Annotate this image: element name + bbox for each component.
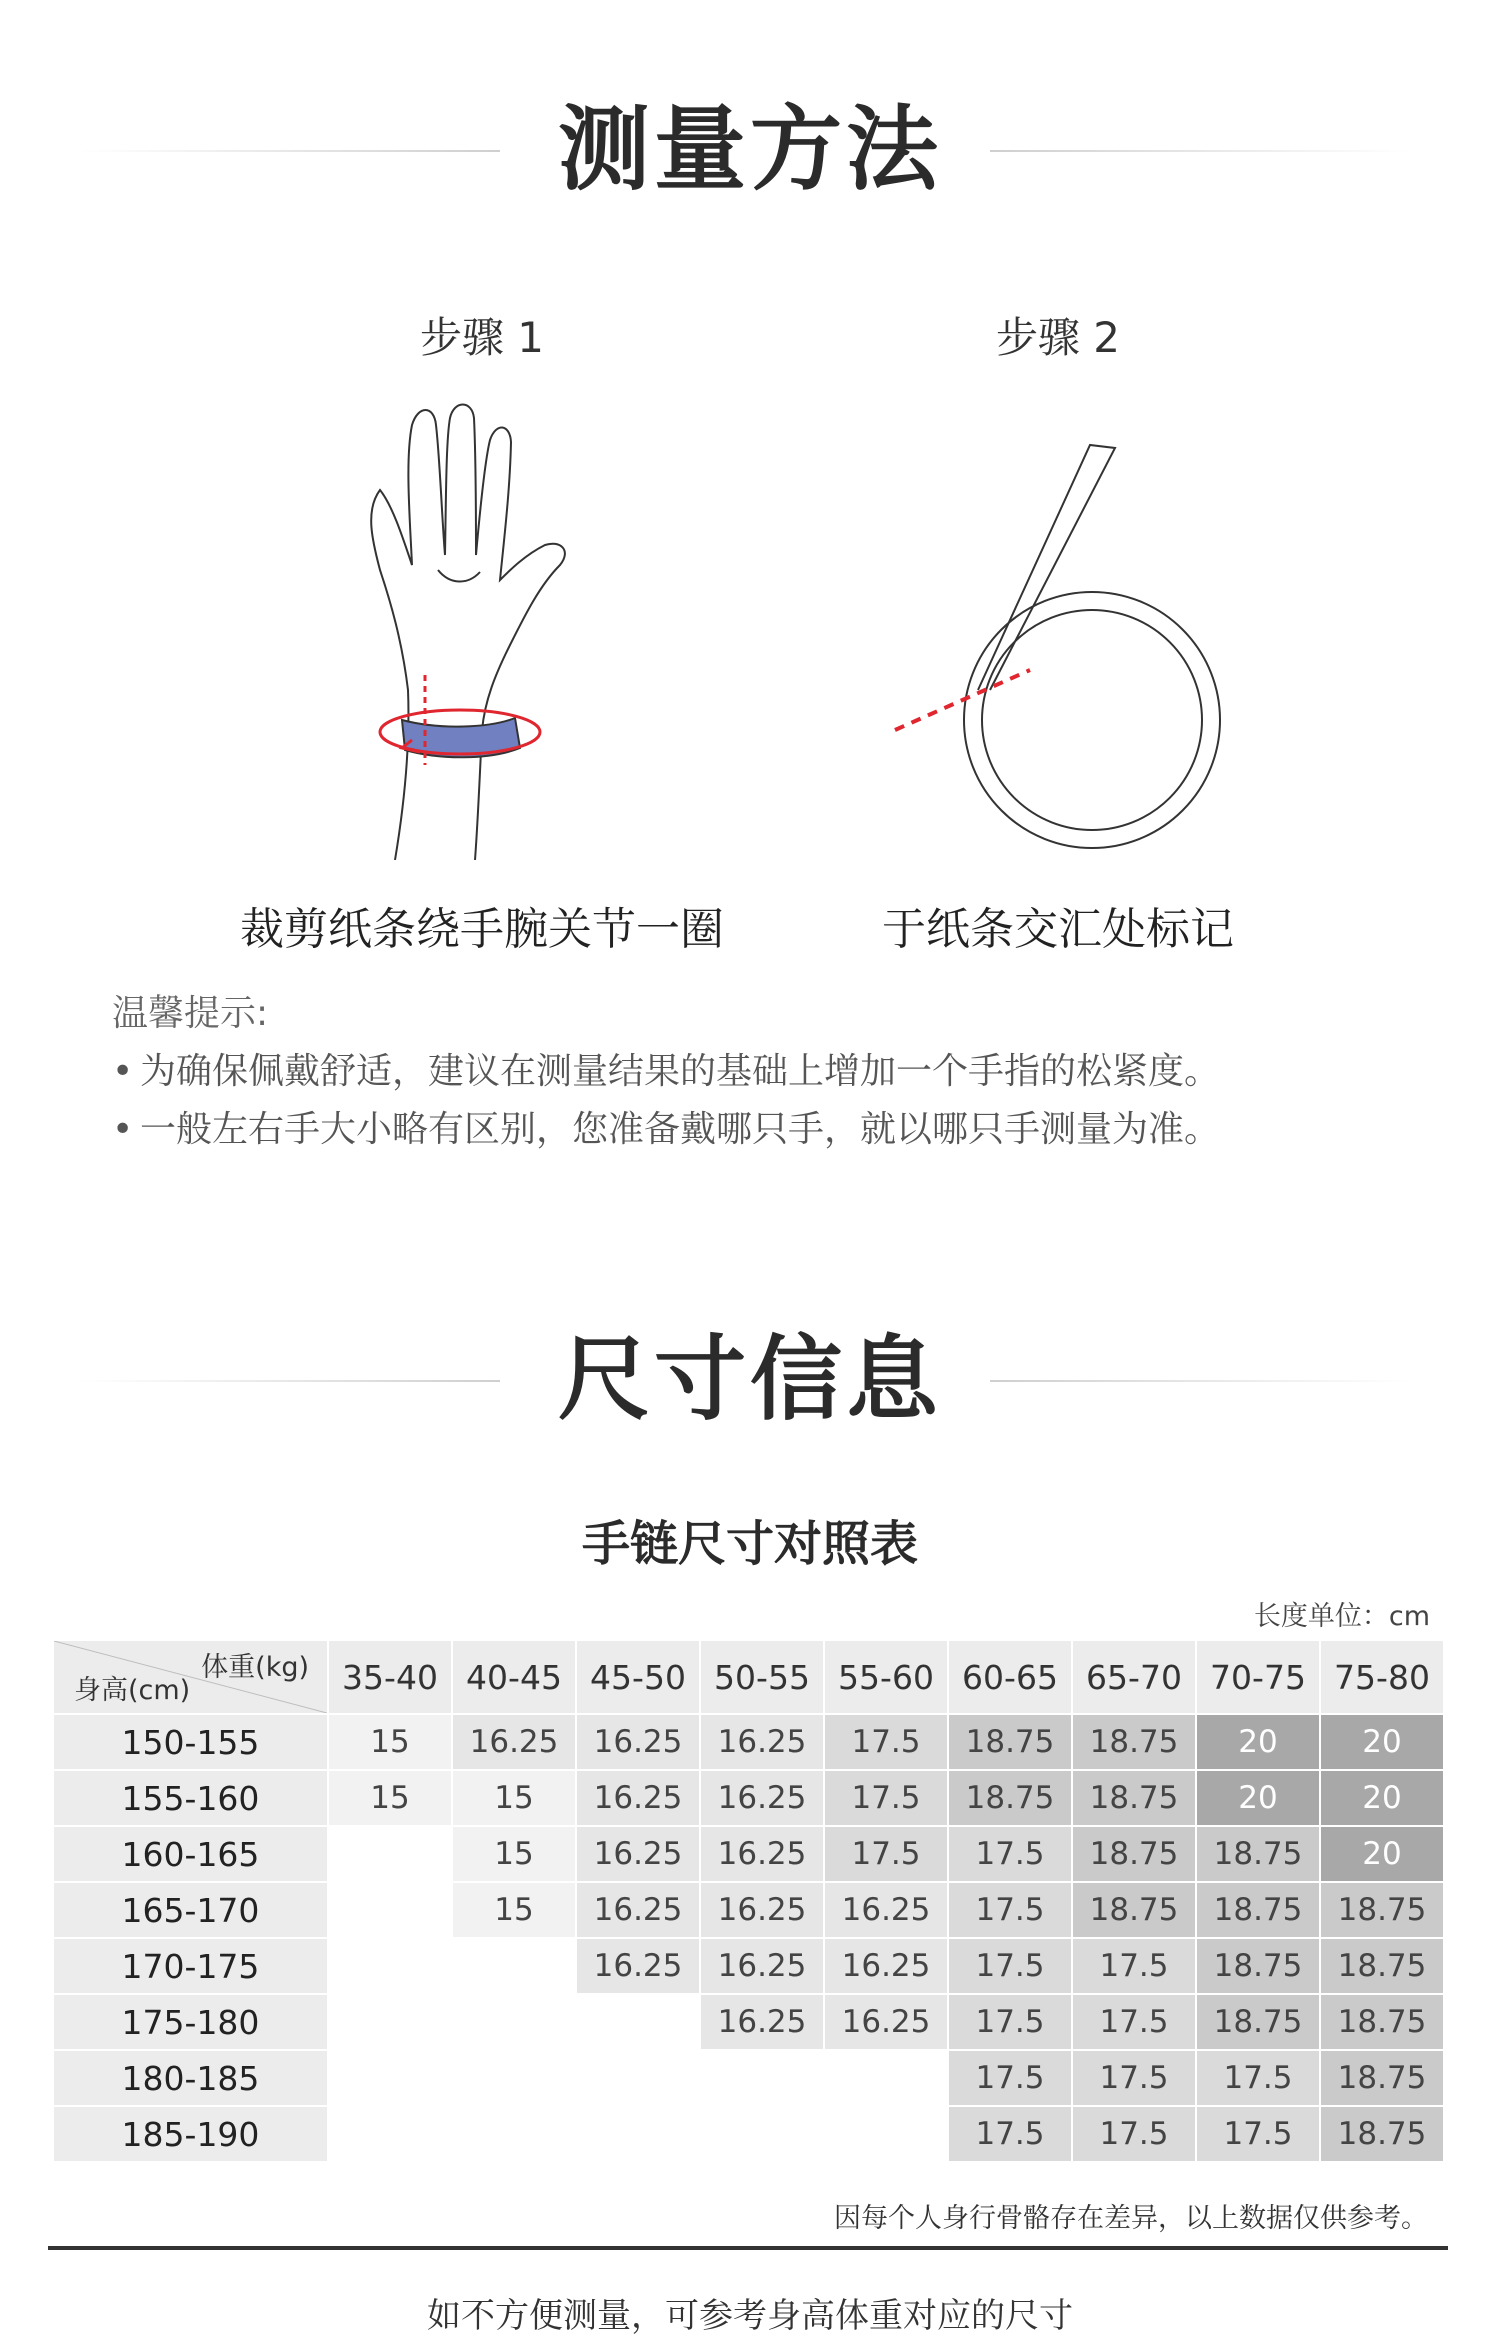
size-value-cell: 17.5: [824, 1770, 948, 1826]
size-value-cell: [576, 1994, 700, 2050]
size-value-cell: 18.75: [1196, 1994, 1320, 2050]
size-value-cell: 20: [1196, 1714, 1320, 1770]
size-value-cell: 18.75: [1320, 1994, 1444, 2050]
size-value-cell: [452, 2106, 576, 2162]
size-value-cell: 20: [1320, 1826, 1444, 1882]
size-value-cell: [824, 2106, 948, 2162]
size-value-cell: 16.25: [700, 1826, 824, 1882]
table-row: [53, 1938, 1444, 1994]
method-header: [0, 90, 1500, 210]
table-row: [53, 1826, 1444, 1882]
size-value-cell: [452, 2050, 576, 2106]
size-value-cell: 18.75: [948, 1714, 1072, 1770]
size-value-cell: 18.75: [1196, 1826, 1320, 1882]
size-value-cell: 17.5: [1072, 1994, 1196, 2050]
size-value-cell: 15: [452, 1882, 576, 1938]
height-header-cell: 160-165: [53, 1826, 328, 1882]
weight-header-cell: 75-80: [1320, 1640, 1444, 1714]
size-value-cell: 16.25: [700, 1938, 824, 1994]
size-value-cell: 16.25: [576, 1714, 700, 1770]
corner-height-label: 身高(cm): [74, 1675, 191, 1706]
header-divider-right: [990, 150, 1410, 152]
table-row: [53, 2106, 1444, 2162]
size-value-cell: 18.75: [1196, 1938, 1320, 1994]
size-value-cell: [328, 2106, 452, 2162]
height-header-cell: 185-190: [53, 2106, 328, 2162]
tip-item: • 一般左右手大小略有区别，您准备戴哪只手，就以哪只手测量为准。: [112, 1101, 1412, 1159]
weight-header-cell: 55-60: [824, 1640, 948, 1714]
size-value-cell: 16.25: [700, 1714, 824, 1770]
height-header-cell: 155-160: [53, 1770, 328, 1826]
size-value-cell: 15: [328, 1714, 452, 1770]
size-value-cell: 18.75: [1072, 1826, 1196, 1882]
size-value-cell: 18.75: [1320, 1938, 1444, 1994]
size-value-cell: 17.5: [1072, 1938, 1196, 1994]
size-value-cell: 16.25: [700, 1770, 824, 1826]
size-value-cell: 17.5: [1072, 2050, 1196, 2106]
size-value-cell: [452, 1994, 576, 2050]
weight-header-cell: 35-40: [328, 1640, 452, 1714]
weight-header-cell: 60-65: [948, 1640, 1072, 1714]
weight-header-cell: 40-45: [452, 1640, 576, 1714]
height-header-cell: 175-180: [53, 1994, 328, 2050]
size-value-cell: 18.75: [1320, 1882, 1444, 1938]
height-header-cell: 165-170: [53, 1882, 328, 1938]
size-value-cell: 17.5: [948, 2050, 1072, 2106]
size-value-cell: 17.5: [824, 1826, 948, 1882]
size-value-cell: 16.25: [700, 1994, 824, 2050]
size-table: [52, 1639, 1445, 2163]
size-value-cell: 18.75: [1072, 1714, 1196, 1770]
step-1-label: 步骤 1: [419, 313, 545, 362]
corner-weight-label: 体重(kg): [201, 1652, 309, 1683]
size-value-cell: 17.5: [948, 2106, 1072, 2162]
size-value-cell: 20: [1320, 1770, 1444, 1826]
size-value-cell: 18.75: [1320, 2050, 1444, 2106]
size-value-cell: 18.75: [1072, 1770, 1196, 1826]
size-value-cell: [328, 2050, 452, 2106]
table-row: [53, 1770, 1444, 1826]
tips-title: 温馨提示:: [112, 993, 269, 1034]
size-value-cell: 16.25: [452, 1714, 576, 1770]
size-value-cell: 16.25: [700, 1882, 824, 1938]
table-body: [53, 1714, 1444, 2162]
height-header-cell: 150-155: [53, 1714, 328, 1770]
table-row: [53, 1882, 1444, 1938]
size-value-cell: 17.5: [948, 1994, 1072, 2050]
size-value-cell: [576, 2050, 700, 2106]
size-value-cell: [452, 1938, 576, 1994]
size-value-cell: 15: [452, 1826, 576, 1882]
size-value-cell: 16.25: [576, 1882, 700, 1938]
size-value-cell: 17.5: [1072, 2106, 1196, 2162]
size-value-cell: 16.25: [824, 1938, 948, 1994]
bottom-divider: [48, 2246, 1448, 2250]
size-value-cell: 18.75: [948, 1770, 1072, 1826]
size-value-cell: 16.25: [824, 1994, 948, 2050]
tips-list: [112, 1043, 1412, 1159]
weight-header-cell: 45-50: [576, 1640, 700, 1714]
size-value-cell: [700, 2106, 824, 2162]
table-row: [53, 1994, 1444, 2050]
size-value-cell: 17.5: [1196, 2106, 1320, 2162]
size-value-cell: 15: [452, 1770, 576, 1826]
size-value-cell: 16.25: [576, 1770, 700, 1826]
table-footnote: 因每个人身行骨骼存在差异，以上数据仅供参考。: [834, 2203, 1428, 2234]
size-value-cell: [328, 1994, 452, 2050]
size-value-cell: 15: [328, 1770, 452, 1826]
tips-block: [112, 985, 1412, 1159]
paper-loop-illustration: [880, 430, 1240, 870]
weight-header-cell: 50-55: [700, 1640, 824, 1714]
height-header-cell: 170-175: [53, 1938, 328, 1994]
hand-wrist-illustration: [350, 400, 670, 860]
size-value-cell: 20: [1320, 1714, 1444, 1770]
weight-header-cell: 65-70: [1072, 1640, 1196, 1714]
table-row: [53, 2050, 1444, 2106]
size-value-cell: [824, 2050, 948, 2106]
size-value-cell: 17.5: [948, 1826, 1072, 1882]
height-header-cell: 180-185: [53, 2050, 328, 2106]
bottom-note: 如不方便测量，可参考身高体重对应的尺寸: [427, 2296, 1073, 2336]
size-value-cell: [328, 1882, 452, 1938]
size-value-cell: 17.5: [948, 1882, 1072, 1938]
method-title: 测量方法: [557, 96, 942, 203]
size-value-cell: 18.75: [1196, 1882, 1320, 1938]
tip-item: • 为确保佩戴舒适，建议在测量结果的基础上增加一个手指的松紧度。: [112, 1043, 1412, 1101]
size-value-cell: 16.25: [576, 1826, 700, 1882]
size-value-cell: 16.25: [824, 1882, 948, 1938]
table-row: [53, 1714, 1444, 1770]
size-value-cell: [328, 1938, 452, 1994]
header-divider-right: [990, 1380, 1410, 1382]
size-value-cell: 20: [1196, 1770, 1320, 1826]
weight-header-cell: 70-75: [1196, 1640, 1320, 1714]
size-value-cell: 17.5: [1196, 2050, 1320, 2106]
step-2-caption: 于纸条交汇处标记: [882, 904, 1234, 955]
table-header-row: [53, 1640, 1444, 1714]
unit-label: 长度单位：cm: [1253, 1601, 1430, 1632]
table-corner-cell: [53, 1640, 328, 1714]
size-value-cell: [328, 1826, 452, 1882]
size-info-header: [0, 1320, 1500, 1440]
size-value-cell: [576, 2106, 700, 2162]
size-value-cell: 18.75: [1320, 2106, 1444, 2162]
size-value-cell: [700, 2050, 824, 2106]
size-table-title: 手链尺寸对照表: [581, 1516, 918, 1572]
size-value-cell: 17.5: [948, 1938, 1072, 1994]
size-info-title: 尺寸信息: [557, 1326, 942, 1433]
size-value-cell: 18.75: [1072, 1882, 1196, 1938]
size-value-cell: 17.5: [824, 1714, 948, 1770]
step-1-caption: 裁剪纸条绕手腕关节一圈: [240, 904, 724, 955]
step-2-label: 步骤 2: [995, 313, 1121, 362]
size-value-cell: 16.25: [576, 1938, 700, 1994]
